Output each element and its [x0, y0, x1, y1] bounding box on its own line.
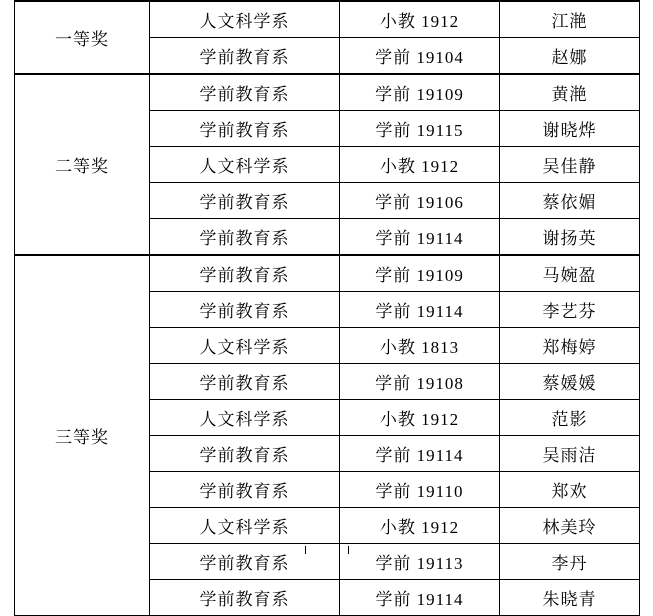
class-cell: 学前 19115 — [340, 111, 500, 147]
class-cell: 学前 19109 — [340, 74, 500, 111]
department-cell: 人文科学系 — [150, 1, 340, 38]
table-row — [15, 74, 640, 111]
department-cell: 学前教育系 — [150, 580, 340, 616]
department-cell: 学前教育系 — [150, 255, 340, 292]
award-level-cell: 一等奖 — [15, 1, 150, 74]
class-cell: 小教 1813 — [340, 328, 500, 364]
class-cell: 学前 19114 — [340, 436, 500, 472]
class-cell: 学前 19113 — [340, 544, 500, 580]
page-edge-marks — [0, 546, 653, 554]
student-name-cell: 吴佳静 — [500, 147, 640, 183]
class-cell: 学前 19104 — [340, 38, 500, 75]
class-cell: 学前 19106 — [340, 183, 500, 219]
department-cell: 学前教育系 — [150, 436, 340, 472]
student-name-cell: 李艺芬 — [500, 292, 640, 328]
department-cell: 学前教育系 — [150, 472, 340, 508]
class-cell: 小教 1912 — [340, 400, 500, 436]
class-cell: 小教 1912 — [340, 1, 500, 38]
student-name-cell: 蔡媛媛 — [500, 364, 640, 400]
department-cell: 学前教育系 — [150, 111, 340, 147]
class-cell: 小教 1912 — [340, 147, 500, 183]
department-cell: 学前教育系 — [150, 364, 340, 400]
student-name-cell: 谢晓烨 — [500, 111, 640, 147]
award-level-cell: 三等奖 — [15, 255, 150, 616]
department-cell: 学前教育系 — [150, 183, 340, 219]
class-cell: 学前 19114 — [340, 580, 500, 616]
class-cell: 学前 19109 — [340, 255, 500, 292]
department-cell: 学前教育系 — [150, 74, 340, 111]
student-name-cell: 范影 — [500, 400, 640, 436]
department-cell: 学前教育系 — [150, 38, 340, 75]
table-row — [15, 255, 640, 292]
page-edge-mark — [305, 546, 306, 554]
class-cell: 小教 1912 — [340, 508, 500, 544]
table-row — [15, 1, 640, 38]
student-name-cell: 郑欢 — [500, 472, 640, 508]
class-cell: 学前 19114 — [340, 292, 500, 328]
student-name-cell: 林美玲 — [500, 508, 640, 544]
student-name-cell: 江滟 — [500, 1, 640, 38]
department-cell: 学前教育系 — [150, 292, 340, 328]
student-name-cell: 李丹 — [500, 544, 640, 580]
page-edge-mark — [348, 546, 349, 554]
class-cell: 学前 19110 — [340, 472, 500, 508]
student-name-cell: 吴雨洁 — [500, 436, 640, 472]
student-name-cell: 黄滟 — [500, 74, 640, 111]
award-table-body — [15, 1, 640, 616]
award-level-cell: 二等奖 — [15, 74, 150, 255]
student-name-cell: 马婉盈 — [500, 255, 640, 292]
department-cell: 学前教育系 — [150, 219, 340, 256]
department-cell: 人文科学系 — [150, 328, 340, 364]
department-cell: 人文科学系 — [150, 400, 340, 436]
department-cell: 人文科学系 — [150, 147, 340, 183]
class-cell: 学前 19108 — [340, 364, 500, 400]
department-cell: 学前教育系 — [150, 544, 340, 580]
student-name-cell: 朱晓青 — [500, 580, 640, 616]
student-name-cell: 谢扬英 — [500, 219, 640, 256]
student-name-cell: 赵娜 — [500, 38, 640, 75]
department-cell: 人文科学系 — [150, 508, 340, 544]
student-name-cell: 蔡依媚 — [500, 183, 640, 219]
student-name-cell: 郑梅婷 — [500, 328, 640, 364]
class-cell: 学前 19114 — [340, 219, 500, 256]
award-list-table — [14, 0, 640, 616]
